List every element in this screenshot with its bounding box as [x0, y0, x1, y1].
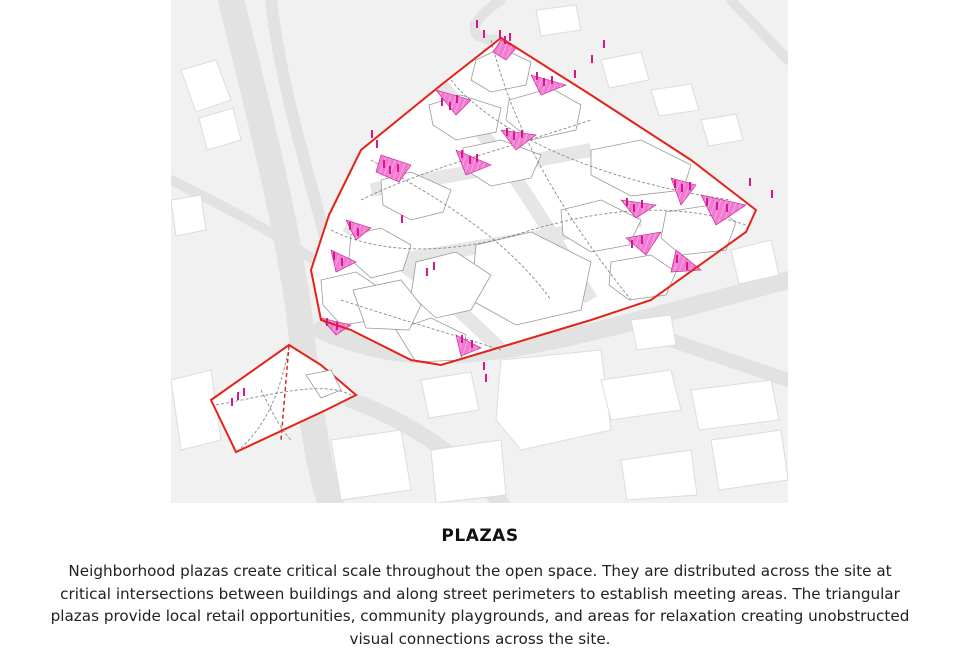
- caption-line: plazas provide local retail opportunities, community playgrounds, and areas for relaxation creating unobstructed: [50, 607, 910, 625]
- caption-body: [0, 560, 960, 650]
- site-plan-svg: [171, 0, 788, 503]
- site-plan-diagram: [171, 0, 788, 503]
- caption-line: visual connections across the site.: [349, 629, 611, 648]
- caption-line: critical intersections between buildings and along street perimeters to establish meeting areas. The triangular: [60, 584, 900, 603]
- caption-line: Neighborhood plazas create critical scale throughout the open space. They are distributed across the site at: [68, 562, 892, 580]
- caption-title: PLAZAS: [441, 526, 519, 546]
